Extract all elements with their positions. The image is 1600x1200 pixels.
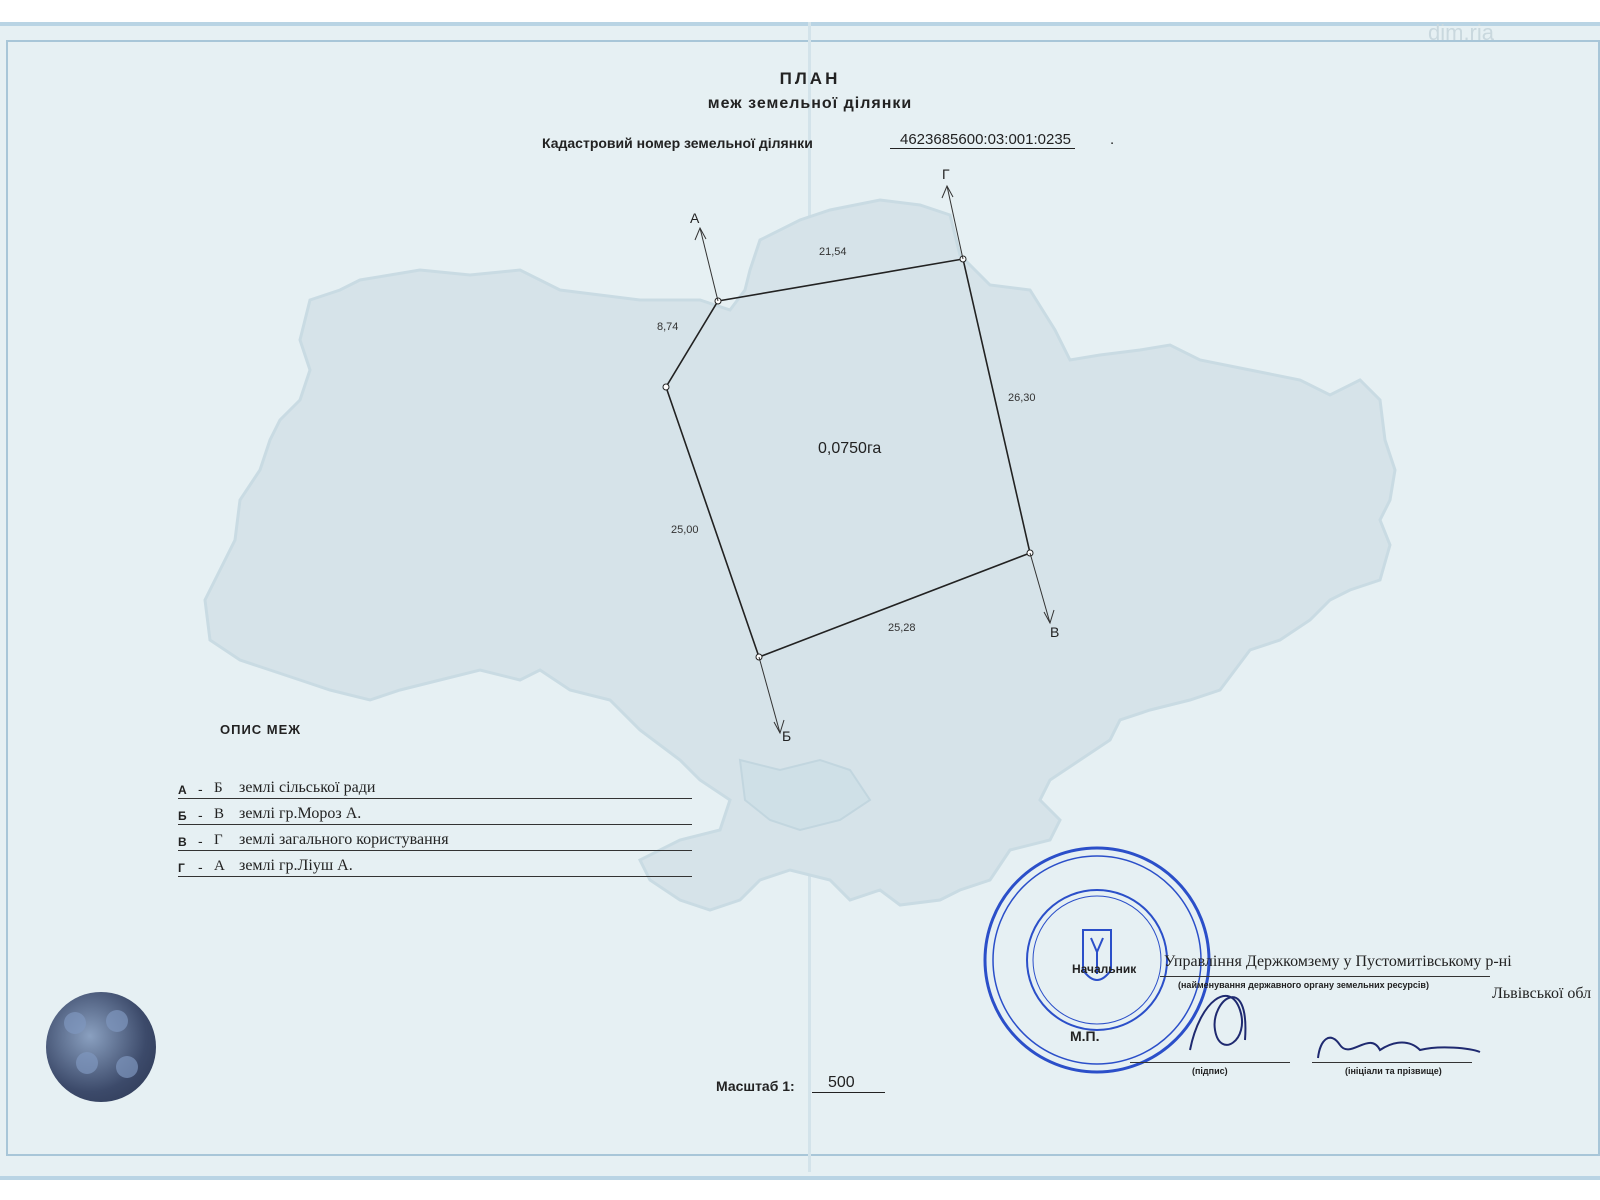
signature-caption: (підпис) bbox=[1192, 1066, 1228, 1076]
side-length-left: 25,00 bbox=[671, 524, 699, 536]
boundary-description: землі загального користування bbox=[239, 831, 449, 848]
organization-name: Управління Держкомзему у Пустомитівському р-ні bbox=[1164, 953, 1512, 970]
initials-line bbox=[1312, 1062, 1472, 1063]
cadastral-suffix: . bbox=[1110, 131, 1115, 148]
signature-scribble bbox=[1190, 996, 1245, 1050]
document-subtitle: меж земельної ділянки bbox=[707, 95, 913, 112]
boundary-dash: - bbox=[198, 859, 203, 875]
side-length-upper-left: 8,74 bbox=[657, 321, 679, 333]
boundary-row bbox=[178, 802, 692, 825]
boundary-from: А bbox=[178, 783, 187, 797]
vertex-extra bbox=[663, 384, 669, 390]
boundary-dash: - bbox=[198, 781, 203, 797]
boundary-from: Б bbox=[178, 809, 187, 823]
boundary-to: Г bbox=[214, 832, 223, 848]
plot-area: 0,0750га bbox=[818, 440, 882, 457]
side-length-right: 26,30 bbox=[1008, 392, 1036, 404]
initials-caption: (ініціали та прізвище) bbox=[1345, 1066, 1442, 1076]
cadastral-label: Кадастровий номер земельної ділянки bbox=[542, 135, 813, 151]
boundary-row bbox=[178, 854, 692, 877]
signature-line bbox=[1130, 1062, 1290, 1063]
scale-label: Масштаб 1: bbox=[716, 1078, 795, 1094]
point-label-v: В bbox=[1050, 624, 1060, 640]
region-name: Львівської обл bbox=[1492, 985, 1592, 1002]
boundary-from: Г bbox=[178, 861, 185, 875]
watermark: dim.ria bbox=[1428, 20, 1495, 45]
point-label-a: А bbox=[690, 210, 700, 226]
side-length-top: 21,54 bbox=[819, 246, 847, 258]
boundary-to: В bbox=[214, 806, 225, 822]
boundary-description: землі гр.Ліуш А. bbox=[239, 857, 353, 874]
boundary-dash: - bbox=[198, 807, 203, 823]
initials-scribble bbox=[1318, 1038, 1480, 1058]
boundary-row bbox=[178, 776, 692, 799]
boundary-dash: - bbox=[198, 833, 203, 849]
boundaries-heading: ОПИС МЕЖ bbox=[220, 722, 302, 737]
organization-caption: (найменування державного органу земельних ресурсів) bbox=[1178, 980, 1429, 990]
boundary-to: А bbox=[214, 858, 225, 874]
document-title: ПЛАН bbox=[779, 69, 841, 88]
point-label-b: Б bbox=[782, 728, 792, 744]
cadastral-number: 4623685600:03:001:0235 bbox=[890, 131, 1075, 149]
stamp-place-label: М.П. bbox=[1070, 1028, 1100, 1044]
boundary-description: землі сільської ради bbox=[239, 779, 376, 796]
point-label-g: Г bbox=[942, 166, 950, 182]
boundary-to: Б bbox=[214, 780, 223, 796]
boundary-from: В bbox=[178, 835, 187, 849]
boundary-description: землі гр.Мороз А. bbox=[239, 805, 362, 822]
organization-underline bbox=[1160, 976, 1490, 977]
head-label: Начальник bbox=[1072, 962, 1137, 976]
side-length-bottom: 25,28 bbox=[888, 622, 916, 634]
scale-value: 500 bbox=[812, 1074, 885, 1093]
boundary-row bbox=[178, 828, 692, 851]
hologram-seal bbox=[46, 992, 156, 1102]
